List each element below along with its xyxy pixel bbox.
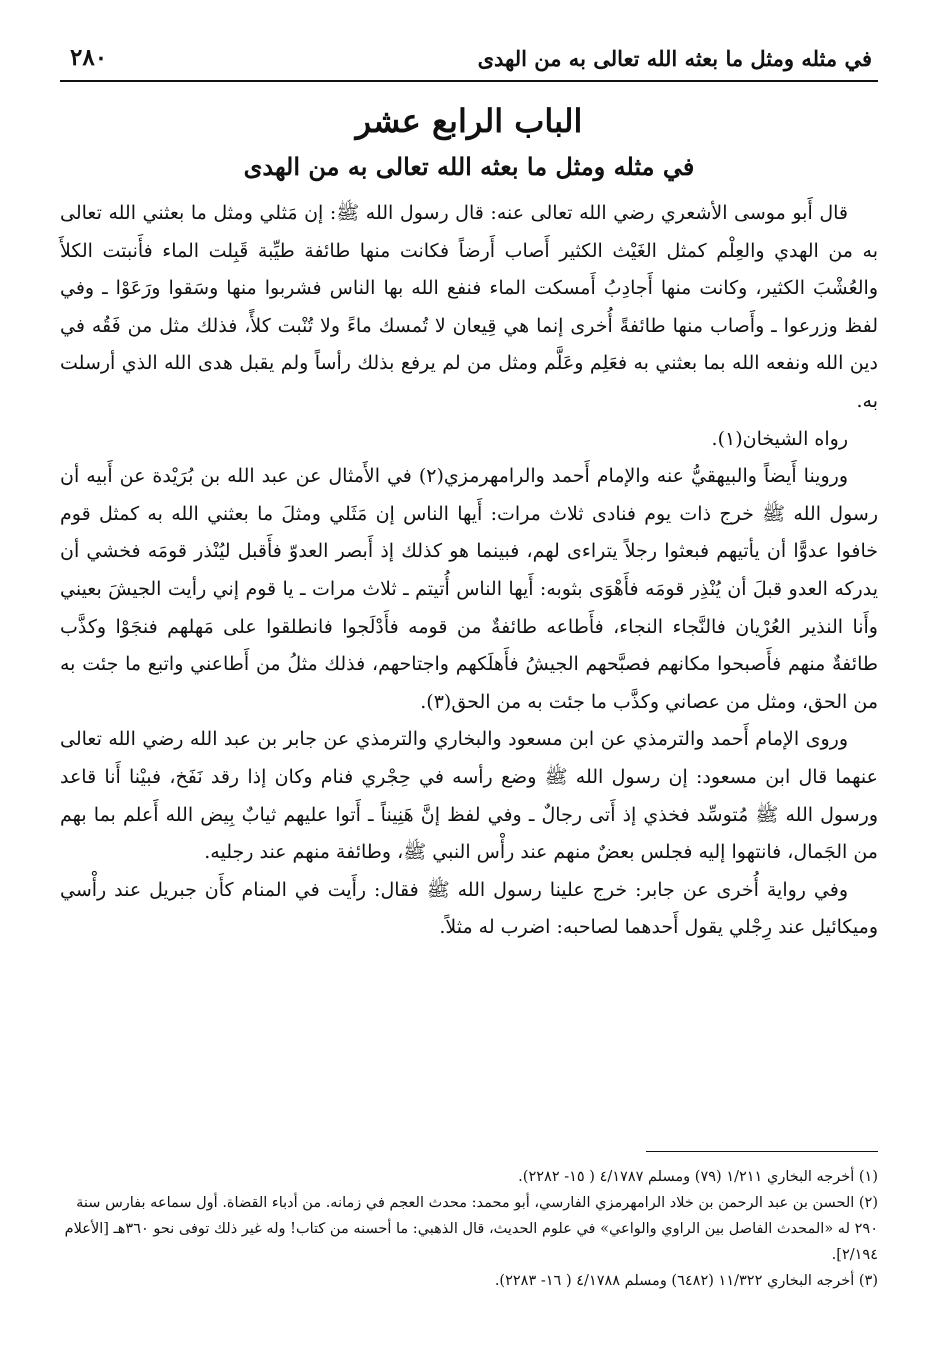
chapter-title: الباب الرابع عشر xyxy=(355,102,583,140)
footnotes xyxy=(60,1164,878,1294)
paragraph-2: وروينا أَيضاً والبيهقيُّ عنه والإمام أَحمد والرامهرمزي(٢) في الأَمثال عن عبد الله بن بُرَيْدة عن أَبيه أن رسول الله ﷺ خرج ذات يوم فنادى ثلاث مرات: أَيها الناس إن مَثَلي ومثلَ ما بعثني الله به كمثل قوم خافوا عدوًّا أن يأتيهم فبعثوا رجلاً يتراءى لهم، فبينما هو كذلك إذ أَبصر العدوّ فأَقبل ليُنْذر قومَه فخشي أن يدركه العدو قبلَ أن يُنْذِر قومَه فأَهْوَى بثوبه: أَيها الناس أُتيتم ـ ثلاث مرات ـ يا قوم إني رأيت الجيشَ بعيني وأَنا النذير العُرْيان فالنَّجاء النجاء، فأَطاعه طائفةٌ من قومه فأَدْلَجوا فانطلقوا على مَهلهم فنجَوْا وكذَّب طائفةٌ منهم فأَصبحوا مكانهم فصبَّحهم الجيشُ فأَهلَكهم واجتاحهم، فذلك مثلُ من أَطاعني واتبع ما جئت به من الحق، ومثل من عصاني وكذَّب ما جئت به من الحق(٣). xyxy=(60,465,878,713)
page-number: ٢٨٠ xyxy=(70,44,108,71)
page-header xyxy=(60,38,878,82)
book-page xyxy=(60,38,878,1338)
main-text xyxy=(60,195,878,947)
footnote-2: (٢) الحسن بن عبد الرحمن بن خلاد الرامهرمزي الفارسي، أبو محمد: محدث العجم في زمانه. من أدباء القضاة. أول سماعه بفارس سنة ٢٩٠ له «المحدث الفاصل بين الراوي والواعي» في علوم الحديث، قال الذهبي: ما أحسنه من كتاب! وله غير ذلك توفى نحو ٣٦٠هـ [الأعلام ٢/١٩٤]. xyxy=(64,1195,878,1263)
footnote-divider xyxy=(646,1151,878,1152)
paragraph-1: قال أَبو موسى الأشعري رضي الله تعالى عنه: قال رسول الله ﷺ: إن مَثلي ومثل ما بعثني الله تعالى به من الهدي والعِلْم كمثل الغَيْث الكثير أَصاب أَرضاً فكانت منها طائفة طيِّبة قَبِلت الماء فأَنبتت الكلأَ والعُشْبَ الكثير، وكانت منها أَجادِبُ أَمسكت الماء فنفع الله بها الناس فشربوا منها وسَقوا ورَعَوْا ـ وفي لفظ وزرعوا ـ وأَصاب منها طائفةً أُخرى إنما هي قِيعان لا تُمسك ماءً ولا تُنْبت كلأً، فذلك مثل من فَقُه في دين الله ونفعه الله بما بعثني به فعَلِم وعَلَّم ومثل من لم يرفع بذلك رأساً ولم يقبل هدى الله الذي أرسلت به. xyxy=(60,202,878,412)
footnote-3: (٣) أخرجه البخاري ١١/٣٢٢ (٦٤٨٢) ومسلم ٤/١٧٨٨ ( ١٦- ٢٢٨٣). xyxy=(494,1273,878,1289)
chapter-subtitle: في مثله ومثل ما بعثه الله تعالى به من الهدى xyxy=(243,152,695,181)
running-title: في مثله ومثل ما بعثه الله تعالى به من الهدى xyxy=(477,46,872,71)
paragraph-4: وفي رواية أُخرى عن جابر: خرج علينا رسول الله ﷺ فقال: رأَيت في المنام كأَن جبريل عند رأْسي وميكائيل عند رِجْلي يقول أَحدهما لصاحبه: اضرب له مثلاً. xyxy=(60,878,878,939)
footnote-1: (١) أخرجه البخاري ١/٢١١ (٧٩) ومسلم ٤/١٧٨٧ ( ١٥- ٢٢٨٢). xyxy=(518,1169,878,1185)
paragraph-1-source: رواه الشيخان(١). xyxy=(711,427,848,450)
paragraph-3: وروى الإمام أَحمد والترمذي عن ابن مسعود والبخاري والترمذي عن جابر بن عبد الله رضي الله تعالى عنهما قال ابن مسعود: إن رسول الله ﷺ وضع رأسه في حِجْري فنام وكان إذا رقد نَفَخ، فبيْنا أَنا قاعد ورسول الله ﷺ مُتوسِّد فخذي إذ أَتى رجالٌ ـ وفي لفظ إنَّ هَنِيناً ـ أَتوا عليهم ثيابٌ بِيض الله أَعلم بما بهم من الجَمال، فانتهوا إليه فجلس بعضٌ منهم عند رأْس النبي ﷺ، وطائفة منهم عند رجليه. xyxy=(60,728,878,864)
